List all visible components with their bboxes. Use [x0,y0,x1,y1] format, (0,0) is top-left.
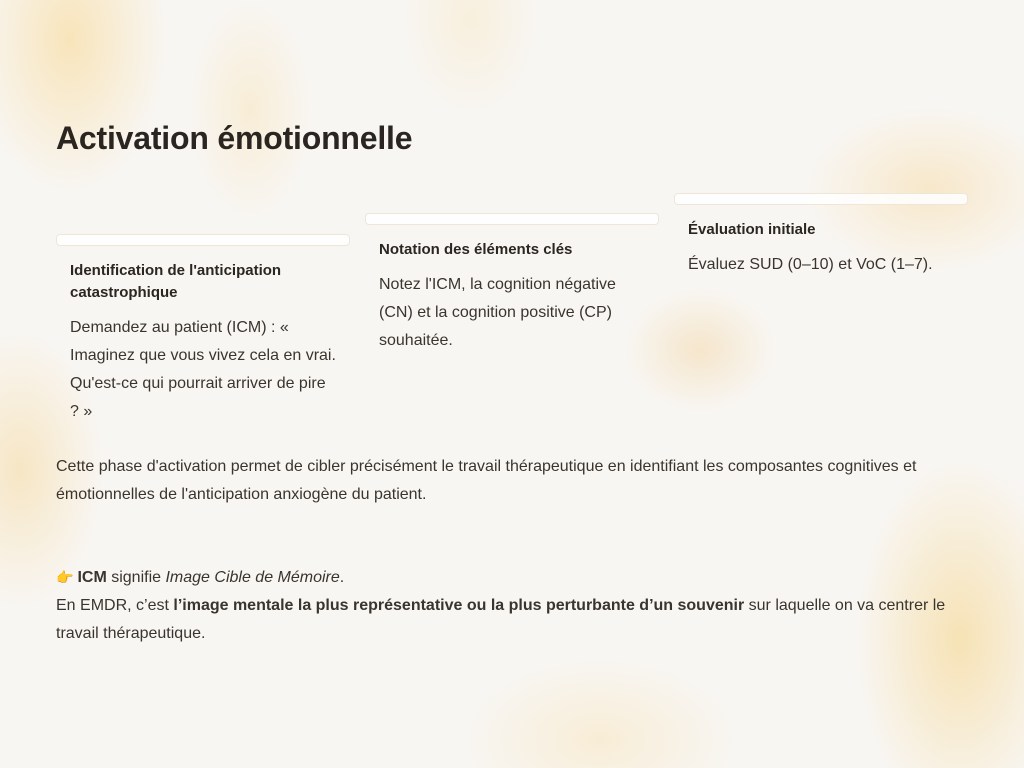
step-card-1 [56,234,350,426]
step-progress-bar [674,193,968,205]
step-card-2 [365,213,659,355]
note-term: ICM [77,569,107,586]
note-line-1 [56,563,986,592]
note-term-meaning: Image Cible de Mémoire [165,569,340,586]
step-text: Évaluez SUD (0–10) et VoC (1–7). [688,256,933,273]
step-text: Notez l'ICM, la cognition négative (CN) et la cognition positive (CP) souhaitée. [379,276,616,349]
note-line2-start: En EMDR, c’est [56,597,169,614]
page-title: Activation émotionnelle [56,120,413,156]
step-progress-bar [365,213,659,225]
icm-note [56,563,986,648]
pointing-hand-icon: 👉 [56,569,74,585]
step-card-3 [674,193,968,279]
summary-paragraph: Cette phase d'activation permet de cibler précisément le travail thérapeutique en identifiant les composantes cognitives et émotionnelles de l'anticipation anxiogène du patient. [56,458,917,503]
step-text: Demandez au patient (ICM) : « Imaginez que vous vivez cela en vrai. Qu'est-ce qui pourrait arriver de pire ? » [70,319,336,420]
step-title: Identification de l'anticipation catastrophique [70,262,282,301]
step-title: Évaluation initiale [688,221,816,238]
note-connector: signifie [111,569,162,586]
note-line-2 [56,592,986,648]
note-line2-end: sur laquelle on va centrer le travail thérapeutique. [56,597,946,642]
note-line2-bold: l’image mentale la plus représentative ou la plus perturbante d’un souvenir [173,597,745,614]
step-title: Notation des éléments clés [379,241,573,258]
step-progress-bar [56,234,350,246]
note-term-end: . [339,569,345,586]
